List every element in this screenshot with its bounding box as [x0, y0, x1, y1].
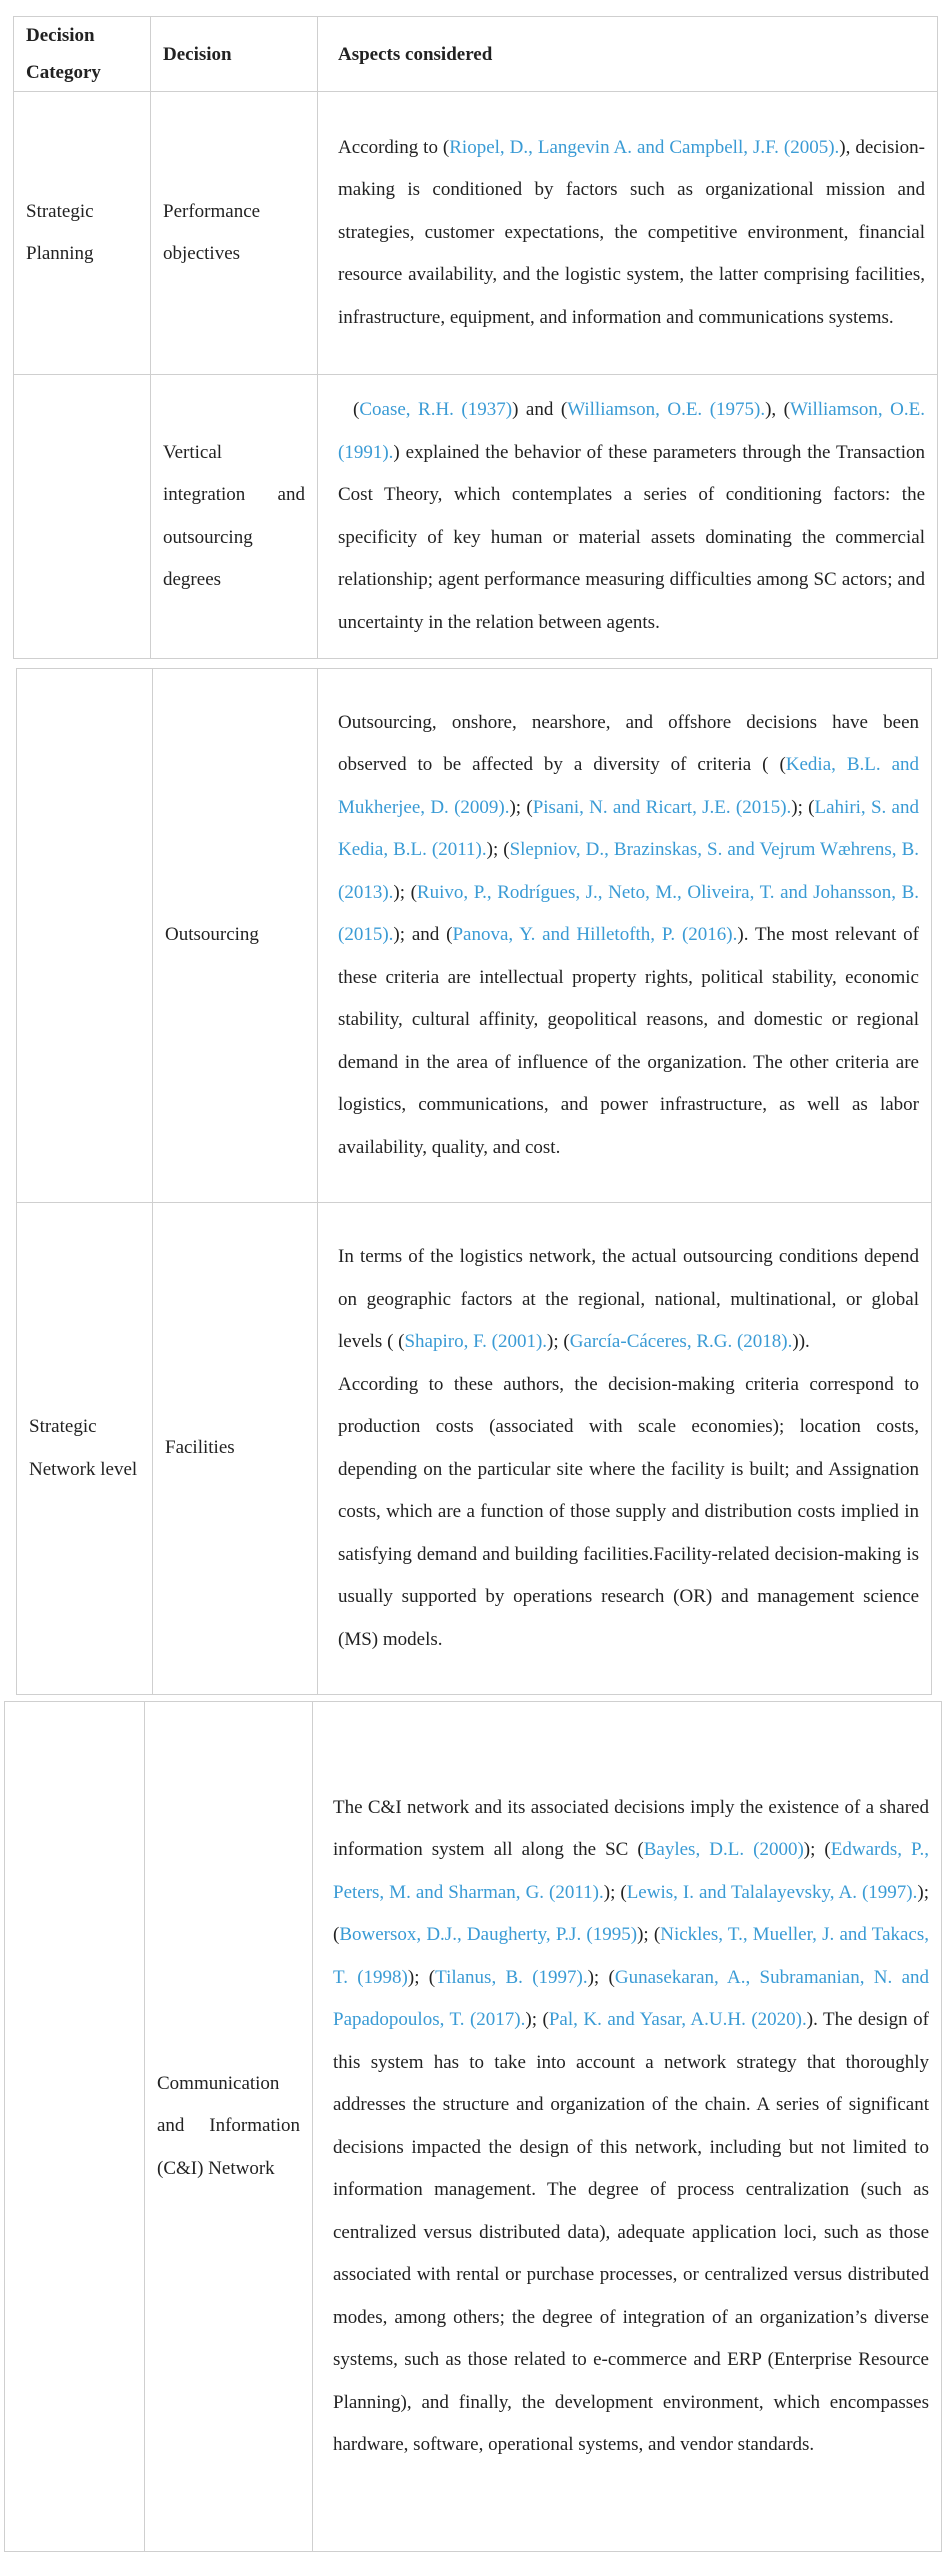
aspects-text: ) and (	[512, 399, 568, 420]
aspects-text: ); and (	[393, 924, 453, 946]
citation-link[interactable]: Tilanus, B. (1997).	[435, 1966, 588, 1988]
aspects-text: ); (	[407, 1966, 436, 1988]
aspects-text: ), decision-making is conditioned by factors such as organizational mission and strategies, customer expectations, the competitive environment, financial resource availability, and the logistic system, the latter comprising facilities, infrastructure, equipment, and information and communications systems.	[338, 136, 925, 328]
citation-link[interactable]: Slepniov, D., Brazinskas, S. and Vejrum Wæhrens, B. (2013).	[338, 839, 919, 903]
header-decision-category: Decision Category	[14, 17, 151, 92]
aspects-considered-cell	[318, 92, 938, 375]
aspects-text: The C&I network and its associated decisions imply the existence of a shared information system all along the SC (	[333, 1796, 929, 1860]
citation-link[interactable]: Bayles, D.L. (2000)	[643, 1839, 804, 1860]
aspects-text: (	[338, 399, 360, 420]
decision-category-cell: Strategic Planning	[14, 92, 151, 375]
aspects-paragraph	[338, 702, 919, 1170]
aspects-paragraph	[338, 127, 925, 340]
aspects-considered-cell	[313, 1702, 942, 2552]
aspects-text: ); (	[525, 2009, 549, 2030]
citation-link[interactable]: Shapiro, F. (2001).	[404, 1331, 548, 1352]
decision-cell: Facilities	[153, 1203, 318, 1695]
aspects-text: ); (	[393, 881, 417, 903]
aspects-text: ); (	[547, 1331, 570, 1352]
citation-link[interactable]: Bowersox, D.J., Daugherty, P.J. (1995)	[339, 1924, 638, 1945]
aspects-considered-cell	[318, 1203, 932, 1695]
citation-link[interactable]: Riopel, D., Langevin A. and Campbell, J.F. (2005).	[449, 136, 840, 158]
aspects-paragraph	[333, 1787, 929, 2467]
aspects-text: According to these authors, the decision-making criteria correspond to production costs (associated with scale economies); location costs, depending on the particular site where the facility is built; and Assignation costs, which are a function of those supply and distribution costs implied in satisfying demand and building facilities.Facility-related decision-making is usually supported by operations research (OR) and management science (MS) models.	[338, 1373, 919, 1650]
table-row	[14, 375, 938, 659]
aspects-text: According to (	[338, 136, 450, 158]
aspects-paragraph	[338, 389, 925, 644]
citation-link[interactable]: Lahiri, S. and Kedia, B.L. (2011).	[338, 796, 919, 861]
decision-cell: Outsourcing	[153, 669, 318, 1203]
table-row	[17, 669, 932, 1203]
aspects-considered-cell	[318, 669, 932, 1203]
header-aspects-considered: Aspects considered	[318, 17, 938, 92]
aspects-paragraph	[338, 1364, 919, 1662]
aspects-text: ); (	[587, 1966, 615, 1988]
decision-cell: Performance objectives	[151, 92, 318, 375]
table-row	[17, 1203, 932, 1695]
decision-table-part-3	[4, 1701, 942, 2552]
decision-category-cell	[17, 669, 153, 1203]
decision-category-cell	[14, 375, 151, 659]
aspects-text: ). The most relevant of these criteria are intellectual property rights, political stability, economic stability, cultural affinity, geopolitical reasons, and domestic or regional demand in the area of influence of the organization. The other criteria are logistics, communications, and power infrastructure, as well as labor availability, quality, and cost.	[338, 924, 919, 1158]
aspects-text: ); (	[803, 1839, 831, 1860]
citation-link[interactable]: García-Cáceres, R.G. (2018).	[569, 1331, 793, 1352]
aspects-text: ); (	[486, 839, 510, 861]
decision-cell: Vertical integration and outsourcing degrees	[151, 375, 318, 659]
table-row	[14, 92, 938, 375]
aspects-text: ); (	[603, 1881, 627, 1903]
decision-category-cell: Strategic Network level	[17, 1203, 153, 1695]
aspects-text: ), (	[765, 399, 791, 420]
citation-link[interactable]: Pal, K. and Yasar, A.U.H. (2020).	[548, 2009, 807, 2030]
aspects-text: ). The design of this system has to take into account a network strategy that thoroughly addresses the structure and organization of the chain. A series of significant decisions impacted the design of this network, including but not limited to information management. The degree of process centralization (such as centralized versus distributed data), adequate application loci, such as those associated with rental or purchase processes, or centralized versus distributed modes, among others; the degree of integration of an organization’s diverse systems, such as those related to e-commerce and ERP (Enterprise Resource Planning), and finally, the development environment, which encompasses hardware, software, operational systems, and vendor standards.	[333, 2009, 929, 2455]
decision-table-part-2	[16, 668, 932, 1695]
citation-link[interactable]: Coase, R.H. (1937)	[359, 399, 513, 420]
citation-link[interactable]: Lewis, I. and Talalayevsky, A. (1997).	[626, 1881, 918, 1903]
aspects-text: ); (	[637, 1924, 661, 1945]
aspects-considered-cell	[318, 375, 938, 659]
citation-link[interactable]: Panova, Y. and Hilletofth, P. (2016).	[452, 924, 738, 946]
aspects-text: In terms of the logistics network, the actual outsourcing conditions depend on geographic factors at the regional, national, multinational, or global levels ( (	[338, 1246, 919, 1352]
citation-link[interactable]: Edwards, P., Peters, M. and Sharman, G. (2011).	[333, 1839, 929, 1903]
aspects-text: ); (	[333, 1881, 929, 1945]
decision-category-cell	[5, 1702, 145, 2552]
aspects-paragraph	[338, 1236, 919, 1364]
citation-link[interactable]: Kedia, B.L. and Mukherjee, D. (2009).	[338, 754, 919, 818]
citation-link[interactable]: Williamson, O.E. (1991).	[338, 399, 925, 463]
citation-link[interactable]: Gunasekaran, A., Subramanian, N. and Papadopoulos, T. (2017).	[333, 1966, 929, 2030]
table-header-row	[14, 17, 938, 92]
citation-link[interactable]: Nickles, T., Mueller, J. and Takacs, T. (1998)	[333, 1924, 930, 1988]
aspects-text: ) explained the behavior of these parameters through the Transaction Cost Theory, which contemplates a series of conditioning factors: the specificity of key human or material assets dominating the commercial relationship; agent performance measuring difficulties among SC actors; and uncertainty in the relation between agents.	[338, 441, 925, 633]
citation-link[interactable]: Williamson, O.E. (1975).	[567, 399, 766, 420]
citation-link[interactable]: Ruivo, P., Rodrígues, J., Neto, M., Oliveira, T. and Johansson, B. (2015).	[338, 881, 919, 946]
header-decision: Decision	[151, 17, 318, 92]
aspects-text: ); (	[509, 796, 533, 818]
aspects-text: ); (	[791, 796, 815, 818]
aspects-text: Outsourcing, onshore, nearshore, and offshore decisions have been observed to be affected by a diversity of criteria ( (	[338, 711, 919, 776]
decision-cell: Communication and Information (C&I) Network	[145, 1702, 313, 2552]
decision-table-part-1	[13, 16, 938, 659]
citation-link[interactable]: Pisani, N. and Ricart, J.E. (2015).	[532, 796, 792, 818]
aspects-text: )).	[792, 1331, 810, 1352]
table-row	[5, 1702, 942, 2552]
